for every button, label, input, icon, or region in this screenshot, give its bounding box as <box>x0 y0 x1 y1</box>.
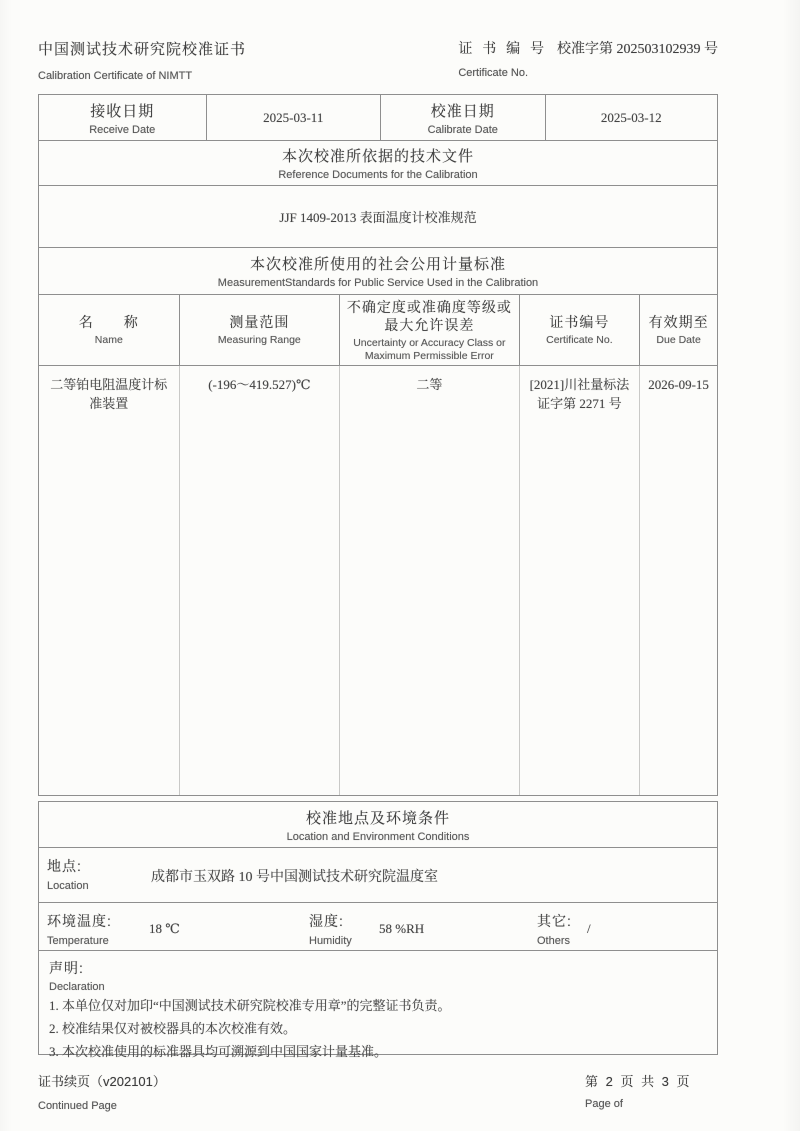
calibrate-date-value-cell <box>545 95 717 140</box>
column-header-duedate-en: Due Date <box>656 334 701 346</box>
reference-documents-title-en: Reference Documents for the Calibration <box>278 169 478 181</box>
receive-date-label-cn: 接收日期 <box>90 102 155 120</box>
continued-page-label-en: Continued Page <box>38 1100 117 1112</box>
column-header-name-en: Name <box>94 334 123 346</box>
page-number-en: Page of <box>585 1098 623 1110</box>
column-header-certno-en: Certificate No. <box>546 334 613 346</box>
declaration-title-en: Declaration <box>49 981 105 993</box>
standard-range-value: (-196～419.527)℃ <box>208 377 311 392</box>
reference-document-value: JJF 1409-2013 表面温度计校准规范 <box>279 210 477 225</box>
others-label-block <box>537 911 572 947</box>
document-header <box>38 38 718 82</box>
standard-range-cell <box>179 366 340 795</box>
standard-uncertainty-cell <box>339 366 518 795</box>
calibration-info-table <box>38 94 718 796</box>
standards-header-row <box>39 294 717 365</box>
column-header-name <box>39 295 179 365</box>
location-environment-table <box>38 801 718 1059</box>
calibrate-date-label-en: Calibrate Date <box>427 123 498 136</box>
page-number-cn: 第 2 页 共 3 页 <box>585 1074 692 1089</box>
column-header-uncertainty-en: Uncertainty or Accuracy Class or Maximum Permissible Error <box>353 336 506 362</box>
calibrate-date-value: 2025-03-12 <box>600 109 662 125</box>
location-label-cn: 地点: <box>47 858 82 874</box>
humidity-label-cn: 湿度: <box>309 913 344 929</box>
certificate-number-value: 校准字第 202503102939 号 <box>557 42 718 57</box>
document-title-block <box>38 38 246 82</box>
standard-uncertainty-value: 二等 <box>416 377 443 392</box>
column-header-range-en: Measuring Range <box>217 334 301 346</box>
standard-certno-value: [2021]川社量标法证字第 2271 号 <box>529 377 630 411</box>
location-title-en: Location and Environment Conditions <box>286 830 470 843</box>
location-value: 成都市玉双路 10 号中国测试技术研究院温度室 <box>151 870 438 885</box>
location-label-en: Location <box>47 880 89 892</box>
reference-documents-title-cn: 本次校准所依据的技术文件 <box>281 148 474 165</box>
column-header-duedate <box>639 295 717 365</box>
certificate-number-label-en: Certificate No. <box>458 67 529 79</box>
declaration-title-cn: 声明: <box>49 960 84 976</box>
temperature-value: 18 ℃ <box>149 921 180 936</box>
column-header-range <box>179 295 340 365</box>
standard-duedate-value: 2026-09-15 <box>648 377 709 392</box>
column-header-name-cn: 名 称 <box>78 314 139 330</box>
document-title-en: Calibration Certificate of NIMTT <box>38 70 193 82</box>
standard-name-cell <box>39 366 179 795</box>
calibrate-date-label-cell <box>380 95 545 140</box>
calibrate-date-label-cn: 校准日期 <box>430 102 495 120</box>
standards-title-cn: 本次校准所使用的社会公用计量标准 <box>249 256 506 273</box>
dates-row <box>39 95 717 140</box>
declaration-row <box>39 950 717 1059</box>
receive-date-label-cell <box>39 95 206 140</box>
reference-documents-title-row <box>39 140 717 185</box>
others-value: / <box>587 921 591 936</box>
temperature-label-block <box>47 911 112 947</box>
standards-data-row <box>39 365 717 795</box>
column-header-range-cn: 测量范围 <box>229 314 290 330</box>
others-label-en: Others <box>537 935 571 947</box>
humidity-value: 58 %RH <box>379 921 425 936</box>
standard-duedate-cell <box>639 366 717 795</box>
certificate-number-label: 证 书 编 号 <box>458 40 547 56</box>
location-title-row <box>39 802 717 847</box>
document-title-cn: 中国测试技术研究院校准证书 <box>38 41 247 58</box>
temperature-label-en: Temperature <box>47 935 109 947</box>
receive-date-value: 2025-03-11 <box>263 109 324 125</box>
declaration-item: 1. 本单位仅对加印“中国测试技术研究院校准专用章”的完整证书负责。 <box>49 998 451 1013</box>
continued-page-label-cn: 证书续页（v202101） <box>38 1074 166 1089</box>
declaration-item: 3. 本次校准使用的标准器具均可溯源到中国国家计量基准。 <box>49 1044 388 1059</box>
declaration-item: 2. 校准结果仅对被校器具的本次校准有效。 <box>49 1021 297 1036</box>
location-label-block <box>47 856 89 892</box>
standards-title-row <box>39 247 717 294</box>
reference-documents-content-row <box>39 185 717 247</box>
standards-title-en: MeasurementStandards for Public Service Used in the Calibration <box>217 277 539 289</box>
column-header-uncertainty-cn: 不确定度或准确度等级或 最大允许误差 <box>346 298 512 333</box>
standard-certno-cell <box>519 366 640 795</box>
column-header-certno <box>519 295 640 365</box>
footer-page-number-block <box>585 1071 692 1110</box>
temperature-label-cn: 环境温度: <box>47 913 112 929</box>
column-header-duedate-cn: 有效期至 <box>648 314 709 330</box>
environment-row <box>39 902 717 950</box>
location-row <box>39 847 717 902</box>
certificate-number-block <box>458 38 718 82</box>
column-header-uncertainty <box>339 295 518 365</box>
page-footer <box>38 1071 718 1131</box>
location-title-cn: 校准地点及环境条件 <box>305 809 450 827</box>
column-header-certno-cn: 证书编号 <box>549 314 610 330</box>
receive-date-value-cell <box>206 95 380 140</box>
humidity-label-block <box>309 911 352 947</box>
humidity-label-en: Humidity <box>309 935 352 947</box>
others-label-cn: 其它: <box>537 913 572 929</box>
standard-name-value: 二等铂电阻温度计标准装置 <box>50 377 168 411</box>
receive-date-label-en: Receive Date <box>89 123 156 136</box>
